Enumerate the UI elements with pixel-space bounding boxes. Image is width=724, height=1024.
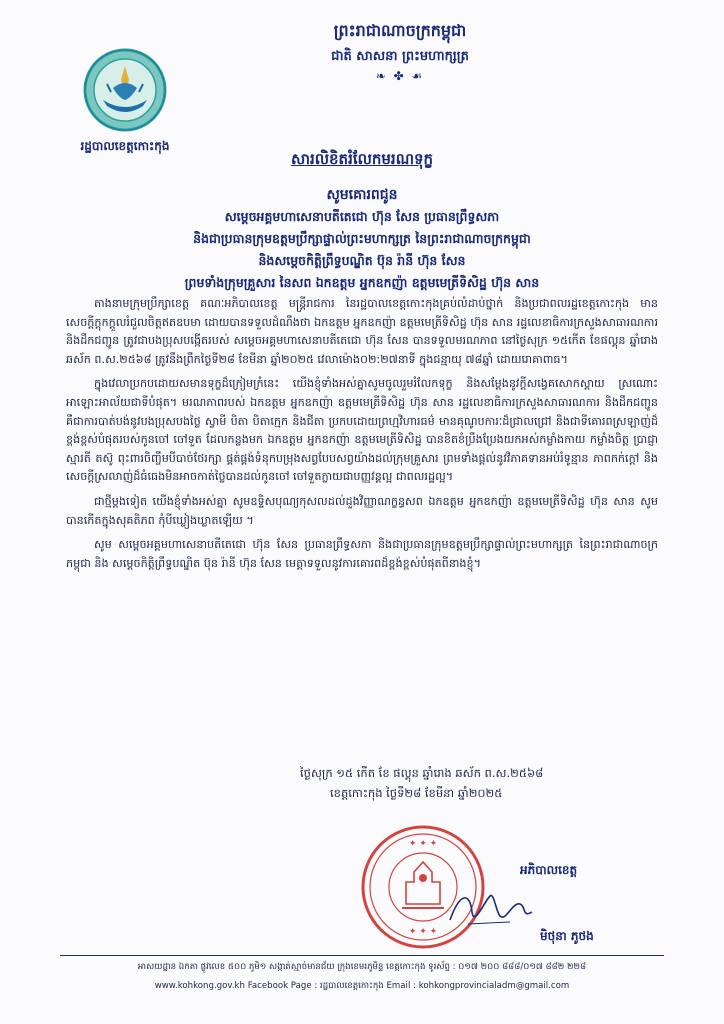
body-paragraph: ក្នុងវេលាប្រកបដោយសមានទុក្ខដ៏ក្រៀមក្រំនេះ យើងខ្ញុំទាំងអស់គ្នាសូមចូលរួមរំលែកទុក្ខ និងសម្តែងនូវក្តីសង្វេគសោកស្តាយ ស្រណោះអាឡោះអាល័យជាទីបំផុត។ មរណភាពរបស់ ឯកឧត្តម អ្នកឧកញ៉ា ឧត្តមមេត្រីទិសិដ្ឋ ហ៊ុន សាន រដ្ឋលេខាធិការក្រសួងសាធារណការ និងដឹកជញ្ជូន គឺជាការបាត់បង់នូវបងប្រុសបងថ្លៃ ស្វាមី បិតា បិតាក្មេក និងជីតា ប្រកបដោយព្រហ្មវិហារធម៌ មានគុណូបការៈដ៏ជ្រាលជ្រៅ និងជាទីគោរពស្រឡាញ់ដ៏ខ្ពង់ខ្ពស់បំផុតរបស់កូនចៅ ចៅទួត ដែលកន្លងមក ឯកឧត្តម អ្នកឧកញ៉ា ឧត្តមមេត្រីទិសិដ្ឋ បានខិតខំប្រឹងប្រែងយកអស់កម្លាំងកាយ កម្លាំងចិត្ត ប្រាជ្ញាស្មារតី តស៊ូ ពុះពារចិញ្ចឹមបីបាច់ថែរក្សា ផ្គត់ផ្គង់ទំនុកបម្រុងសព្វបែបសព្វយ៉ាងដល់ក្រុមគ្រួសារ ព្រមទាំងផ្តល់នូវវិភាគទានអប់រំទូន្មាន ភាពកក់ក្តៅ និងសេចក្តីស្រលាញ់ដ៏ធំធេងមិនអាចកាត់ថ្លៃបានដល់កូនចៅ ចៅទួតក្លាយជាបញ្ញវន្តល្អ ជាពលរដ្ឋល្អ។ xyxy=(66,377,658,484)
addressee-block xyxy=(60,184,664,294)
body-paragraph: សូម សម្តេចអគ្គមហាសេនាបតីតេជោ ហ៊ុន សែន ប្រធានព្រឹទ្ធសភា និងជាប្រធានក្រុមឧត្តមប្រឹក្សាផ្ទាល់ព្រះមហាក្សត្រ នៃព្រះរាជាណាចក្រកម្ពុជា និង សម្តេចកិត្តិព្រឹទ្ធបណ្ឌិត ប៊ុន រ៉ានី ហ៊ុន សែន មេត្តាទទួលនូវការគោរពដ៏ខ្ពង់ខ្ពស់បំផុតពីនាងខ្ញុំ។ xyxy=(66,538,658,570)
signatory-title: អភិបាលខេត្ត xyxy=(520,863,578,877)
addressee-salutation: សូមគោរពជូន xyxy=(326,187,398,203)
provincial-emblem-icon xyxy=(83,48,167,132)
organization-name: រដ្ឋបាលខេត្តកោះកុង xyxy=(80,139,170,153)
letter-body xyxy=(66,295,658,579)
kingdom-name: ព្រះរាជាណាចក្រកម្ពុជា xyxy=(333,21,467,40)
national-motto: ជាតិ សាសនា ព្រះមហាក្សត្រ xyxy=(331,49,469,64)
organization-logo-block xyxy=(70,48,180,156)
solar-date: ខេត្តកោះកុង ថ្ងៃទី២៨ ខែមីនា ឆ្នាំ២០២៥ xyxy=(330,786,503,800)
addressee-line: និងសម្តេចកិត្តិព្រឹទ្ធបណ្ឌិត ប៊ុន រ៉ានី ហ៊ុន សែន xyxy=(258,253,466,268)
footer-contact: www.kohkong.gov.kh Facebook Page : រដ្ឋបាលខេត្តកោះកុង Email : kohkongprovincialadm@gmail.com xyxy=(154,981,570,991)
addressee-line: និងជាប្រធានក្រុមឧត្តមប្រឹក្សាផ្ទាល់ព្រះមហាក្សត្រ នៃព្រះរាជាណាចក្រកម្ពុជា xyxy=(193,231,531,246)
document-title: សារលិខិតរំលែកមរណទុក្ខ xyxy=(290,150,434,168)
body-paragraph: តាងនាមក្រុមប្រឹក្សាខេត្ត គណៈអភិបាលខេត្ត មន្ត្រីរាជការ នៃរដ្ឋបាលខេត្តកោះកុងគ្រប់លំដាប់ថ្នាក់ និងប្រជាពលរដ្ឋខេត្តកោះកុង មានសេចក្តីក្តុកក្តួលរំជួលចិត្តឥតឧបមា ដោយបានទទួលដំណឹងថា ឯកឧត្តម អ្នកឧកញ៉ា ឧត្តមមេត្រីទិសិដ្ឋ ហ៊ុន សាន រដ្ឋលេខាធិការក្រសួងសាធារណការ និងដឹកជញ្ជូន ត្រូវជាបងប្រុសបង្កើតរបស់ សម្តេចអគ្គមហាសេនាបតីតេជោ ហ៊ុន សែន បានទទួលមរណភាព នៅថ្ងៃសុក្រ ១៥កើត ខែផល្គុន ឆ្នាំរោង ឆស័ក ព.ស.២៥៦៨ ត្រូវនឹងព្រឹកថ្ងៃទី២៨ ខែមីនា ឆ្នាំ២០២៥ វេលាម៉ោង០២:២៧នាទី ក្នុងជន្មាយុ ៧៨ឆ្នាំ ដោយរោគាពាធ។ xyxy=(66,297,658,366)
footer-address: អាសយដ្ឋាន ឯកតា ផ្លូវលេខ ៥០០ ភូមិ១ សង្កាត់ស្មាច់មានជ័យ ក្រុងខេមរភូមិន្ទ ខេត្តកោះកុង ទូរស័ព្ទ : ០១៧ ២០០ ៨៨៨/០១៧ ៨៨២ ២២៨ xyxy=(137,962,587,972)
svg-text:✦ ✦ ✦: ✦ ✦ ✦ xyxy=(408,927,438,937)
body-paragraph: ជាថ្មីម្តងទៀត យើងខ្ញុំទាំងអស់គ្នា សូមឧទ្ទិសបុណ្យកុសលដល់ដួងវិញ្ញាណក្ខន្ធសព ឯកឧត្តម អ្នកឧកញ៉ា ឧត្តមមេត្រីទិសិដ្ឋ ហ៊ុន សាន សូមបានកើតក្នុងសុគតិភព កុំបីឃ្លៀងឃ្លាតឡើយ ។ xyxy=(66,494,658,527)
motto-ornament: ❧ ✤ ☙ xyxy=(375,69,425,83)
lunar-date: ថ្ងៃសុក្រ ១៥ កើត ខែ ផល្គុន ឆ្នាំរោង ឆស័ក ព.ស.២៥៦៨ xyxy=(300,766,544,780)
footer-divider xyxy=(60,955,664,956)
addressee-line: សម្តេចអគ្គមហាសេនាបតីតេជោ ហ៊ុន សែន ប្រធានព្រឹទ្ធសភា xyxy=(224,209,500,224)
svg-text:✦ ✦ ✦: ✦ ✦ ✦ xyxy=(408,839,438,849)
addressee-line: ព្រមទាំងក្រុមគ្រួសារ នៃសព ឯកឧត្តម អ្នកឧកញ៉ា ឧត្តមមេត្រីទិសិដ្ឋ ហ៊ុន សាន xyxy=(184,275,540,290)
handwritten-signature-icon xyxy=(440,882,540,932)
signatory-name: មិថុនា ភូថង xyxy=(540,929,594,943)
kingdom-header xyxy=(270,20,530,83)
